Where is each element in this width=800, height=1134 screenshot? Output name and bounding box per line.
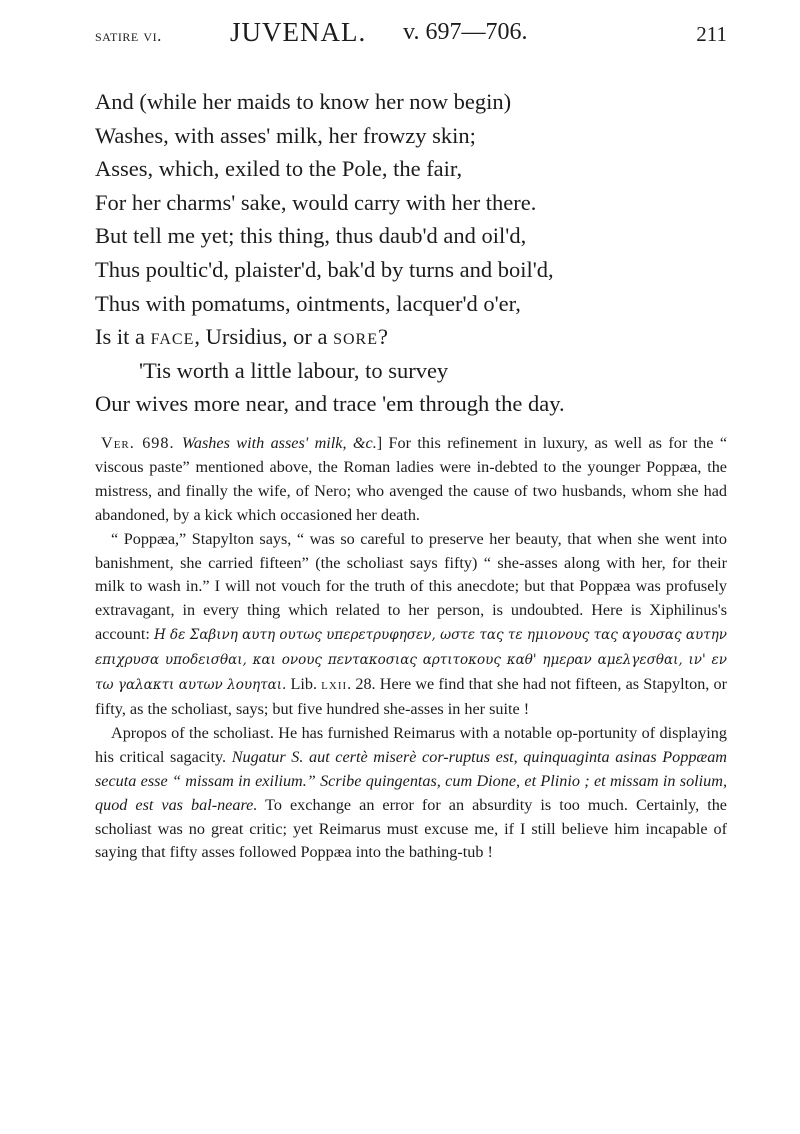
verse-line: Thus poultic'd, plaister'd, bak'd by turns and boil'd, [95, 256, 554, 282]
verse-text: , Ursidius, or a [194, 324, 334, 350]
note-lemma: Washes with asses' milk, &c. [181, 434, 377, 452]
latin-quotation: Nugatur S. aut certè miserè cor-ruptus est, quinquaginta asinas Poppæam secuta esse “ missam in exilium.” Scribe quingentas, cum Dione, et Plinio ; et missam in solium, quod est vas bal-neare. [95, 747, 727, 814]
note-paragraph [95, 528, 727, 722]
note-text: ] For this refinement in luxury, as well as for the “ viscous paste” mentioned above, the Roman ladies were in-debted to the younger Poppæa, the mistress, and finally the wife, of Nero; who avenged the cause of two husbands, whom she had abandoned, by a kick which occasioned her death. [95, 434, 728, 524]
note-text: “ Poppæa,” Stapylton says, “ was so careful to preserve her beauty, that when she went into banishment, she carried fifteen” (the scholiast says fifty) “ she-asses along with her, for their milk to wash in.” I will not vouch for the truth of this anecdote; but that Poppæa was profusely extravagant, in every thing which related to her person, is undoubted. Here is Xiphilinus's account: [95, 529, 727, 644]
verse-line: Thus with pomatums, ointments, lacquer'd o'er, [95, 290, 521, 316]
verse-text: ? [378, 324, 388, 350]
note-text: To exchange an error for an absurdity is too much. Certainly, the scholiast was no great critic; yet Reimarus must excuse me, if I still believe him incapable of saying that fifty asses followed Poppæa into the bathing-tub ! [95, 795, 727, 862]
running-header [95, 14, 727, 50]
commentary-notes [95, 432, 727, 865]
note-book-number: lxii [321, 675, 348, 694]
note-text: . 28. Here we find that she had not fifteen, as Stapylton, or fifty, as the scholiast, says; but five hundred she-asses in her suite ! [95, 675, 727, 718]
running-header-line-range: v. 697—706. [403, 19, 528, 45]
verse-block [95, 85, 735, 421]
verse-line [95, 320, 735, 354]
running-header-author: JUVENAL. [230, 17, 367, 47]
verse-small-caps: sore [333, 324, 378, 350]
verse-text: Is it a [95, 324, 151, 350]
verse-line: And (while her maids to know her now begin) [95, 89, 512, 114]
running-header-satire: satire vi. [95, 26, 162, 45]
note-paragraph [95, 432, 727, 528]
note-reference: Ver. 698. [101, 434, 182, 452]
note-text: Apropos of the scholiast. He has furnished Reimarus with a notable op-portunity of displaying his critical sagacity. [95, 723, 727, 766]
note-text: Lib. [286, 675, 322, 694]
verse-line: Our wives more near, and trace 'em through the day. [95, 391, 565, 417]
verse-line: 'Tis worth a little labour, to survey [139, 357, 449, 383]
verse-line: Asses, which, exiled to the Pole, the fair, [95, 156, 463, 182]
greek-quotation: Η δε Σαβινη αυτη ουτως υπερετρυφησεν, ωστε τας τε ημιονους τας αγουσας αυτην επιχρυσα υποδεισθαι, και ονους πεντακοσιας αρτιτοκους καθ' ημεραν αμελγεσθαι, ιν' εν τω γαλακτι αυτων λουηται. [95, 627, 727, 694]
page-number: 211 [696, 22, 727, 46]
verse-line: For her charms' sake, would carry with her there. [95, 189, 537, 215]
verse-small-caps: face [150, 324, 195, 350]
verse-line: But tell me yet; this thing, thus daub'd and oil'd, [95, 223, 527, 249]
note-paragraph [95, 722, 727, 865]
verse-line: Washes, with asses' milk, her frowzy skin; [95, 122, 476, 148]
